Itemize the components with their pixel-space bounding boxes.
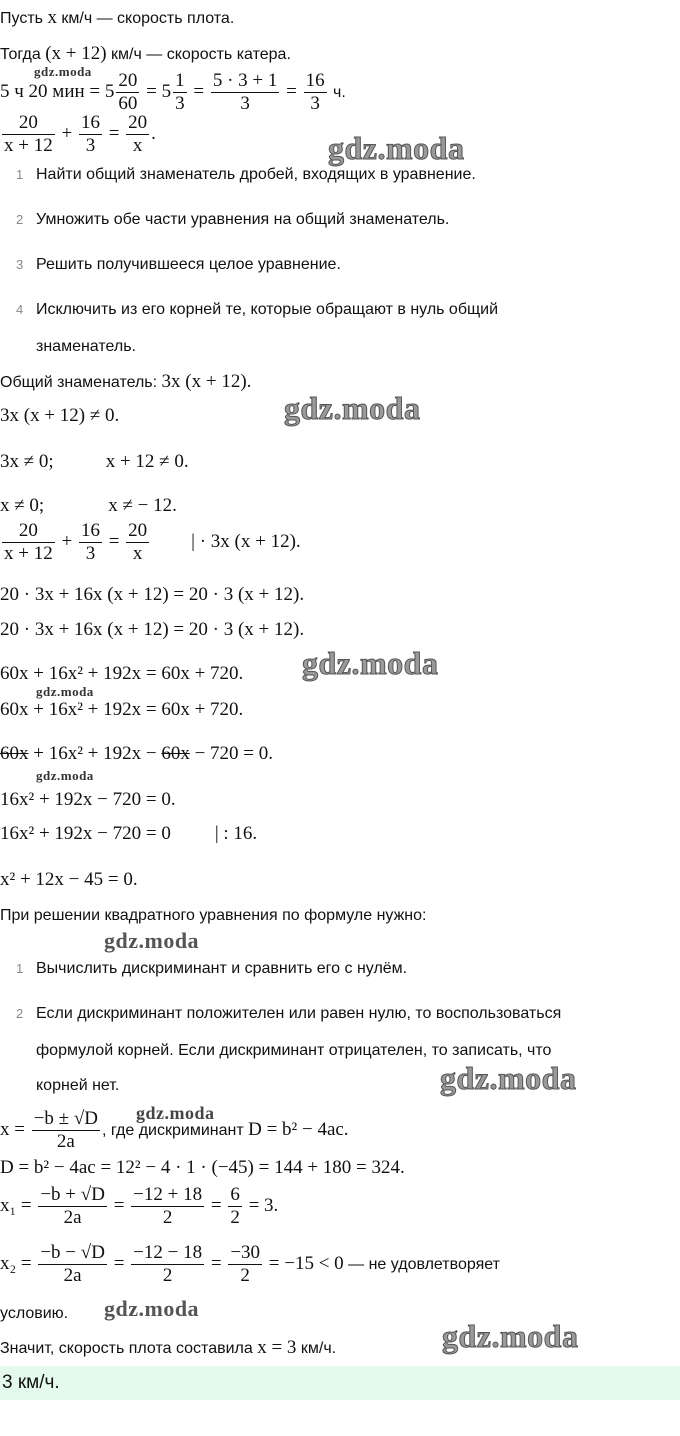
step2-item-1: 1 Вычислить дискриминант и сравнить его с нулём. — [16, 960, 408, 977]
watermark: gdz.moda — [34, 64, 92, 79]
root-x2: x₂ = $\frac{-b - √D}{2a}$ = $\frac{-12 - 18}{2}$ = $\frac{-30}{2}$ = −15 < 0 — не удовлетворяет — [0, 1242, 500, 1286]
eq-step-6: 20 · 3x + 16x (x + 12) = 20 · 3 (x + 12). — [0, 619, 305, 640]
eq-step-9: 60x + 16x² + 192x − 60x − 720 = 0. — [0, 743, 274, 764]
equation-main: $\frac{20}{x + 12}$ + $\frac{16}{3}$ = $\frac{20}{x}$ . — [4, 112, 156, 156]
eq-multiply: $\frac{20}{x + 12}$ + $\frac{16}{3}$ = $\frac{20}{x}$ | · 3x (x + 12). — [4, 520, 301, 564]
eq-step-11: 16x² + 192x − 720 = 0 | : 16. — [0, 823, 258, 844]
eq-step-5: 20 · 3x + 16x (x + 12) = 20 · 3 (x + 12). — [0, 584, 305, 605]
eq-step-8: 60x + 16x² + 192x = 60x + 720. — [0, 699, 244, 720]
time-conversion: 5 ч 20 мин = 5 $\frac{20}{60}$ = 5 $\frac{1}{3}$ = $\frac{5 \cdot 3 + 1}{3}$ = $\frac{16}{3}$ ч. — [0, 70, 346, 114]
watermark: gdz.moda — [36, 768, 94, 783]
watermark: gdz.moda — [328, 130, 465, 166]
step2-item-2-cont1: формулой корней. Если дискриминант отрицателен, то записать, что — [36, 1042, 552, 1059]
watermark: gdz.moda — [442, 1318, 579, 1354]
watermark: gdz.moda — [104, 928, 200, 953]
watermark: gdz.moda — [302, 645, 439, 681]
root-formula: x = $\frac{-b \pm √D}{2a}$ , где дискриминант D = b² − 4ac. — [0, 1108, 349, 1152]
eq-nonzero-split: 3x ≠ 0; x + 12 ≠ 0. — [0, 451, 189, 472]
eq-step-7: 60x + 16x² + 192x = 60x + 720. — [0, 663, 244, 684]
quadratic-intro: При решении квадратного уравнения по формуле нужно: — [0, 907, 427, 924]
watermark: gdz.moda — [440, 1060, 577, 1096]
step2-item-2-cont2: корней нет. — [36, 1077, 120, 1094]
common-denominator: Общий знаменатель: 3x (x + 12). — [0, 371, 252, 392]
watermark: gdz.moda — [136, 1103, 215, 1123]
step1-item-2: 2 Умножить обе части уравнения на общий знаменатель. — [16, 211, 450, 228]
intro-line-2: Тогда (x + 12) км/ч — скорость катера. — [0, 43, 291, 64]
eq-nonzero: 3x (x + 12) ≠ 0. — [0, 405, 120, 426]
answer-text: 3 км/ч. — [2, 1372, 60, 1393]
intro-line-1: Пусть x км/ч — скорость плота. — [0, 7, 235, 28]
step2-item-2: 2 Если дискриминант положителен или равен нулю, то воспользоваться — [16, 1005, 562, 1022]
eq-step-12: x² + 12x − 45 = 0. — [0, 869, 138, 890]
eq-restrictions: x ≠ 0; x ≠ − 12. — [0, 495, 177, 516]
step1-item-3: 3 Решить получившееся целое уравнение. — [16, 256, 341, 273]
discriminant: D = b² − 4ac = 12² − 4 · 1 · (−45) = 144 + 180 = 324. — [0, 1157, 405, 1178]
eq-step-10: 16x² + 192x − 720 = 0. — [0, 789, 176, 810]
condition-text: условию. — [0, 1305, 69, 1322]
step1-item-4: 4 Исключить из его корней те, которые обращают в нуль общий — [16, 301, 499, 318]
watermark: gdz.moda — [36, 684, 94, 699]
root-x1: x₁ = $\frac{-b + √D}{2a}$ = $\frac{-12 + 18}{2}$ = $\frac{6}{2}$ = 3. — [0, 1184, 279, 1228]
watermark: gdz.moda — [284, 390, 421, 426]
step1-item-1: 1 Найти общий знаменатель дробей, входящих в уравнение. — [16, 166, 476, 183]
watermark: gdz.moda — [104, 1296, 200, 1321]
conclusion: Значит, скорость плота составила x = 3 км/ч. — [0, 1337, 337, 1358]
answer-box — [0, 1366, 680, 1400]
step1-item-4-cont: знаменатель. — [36, 338, 136, 355]
